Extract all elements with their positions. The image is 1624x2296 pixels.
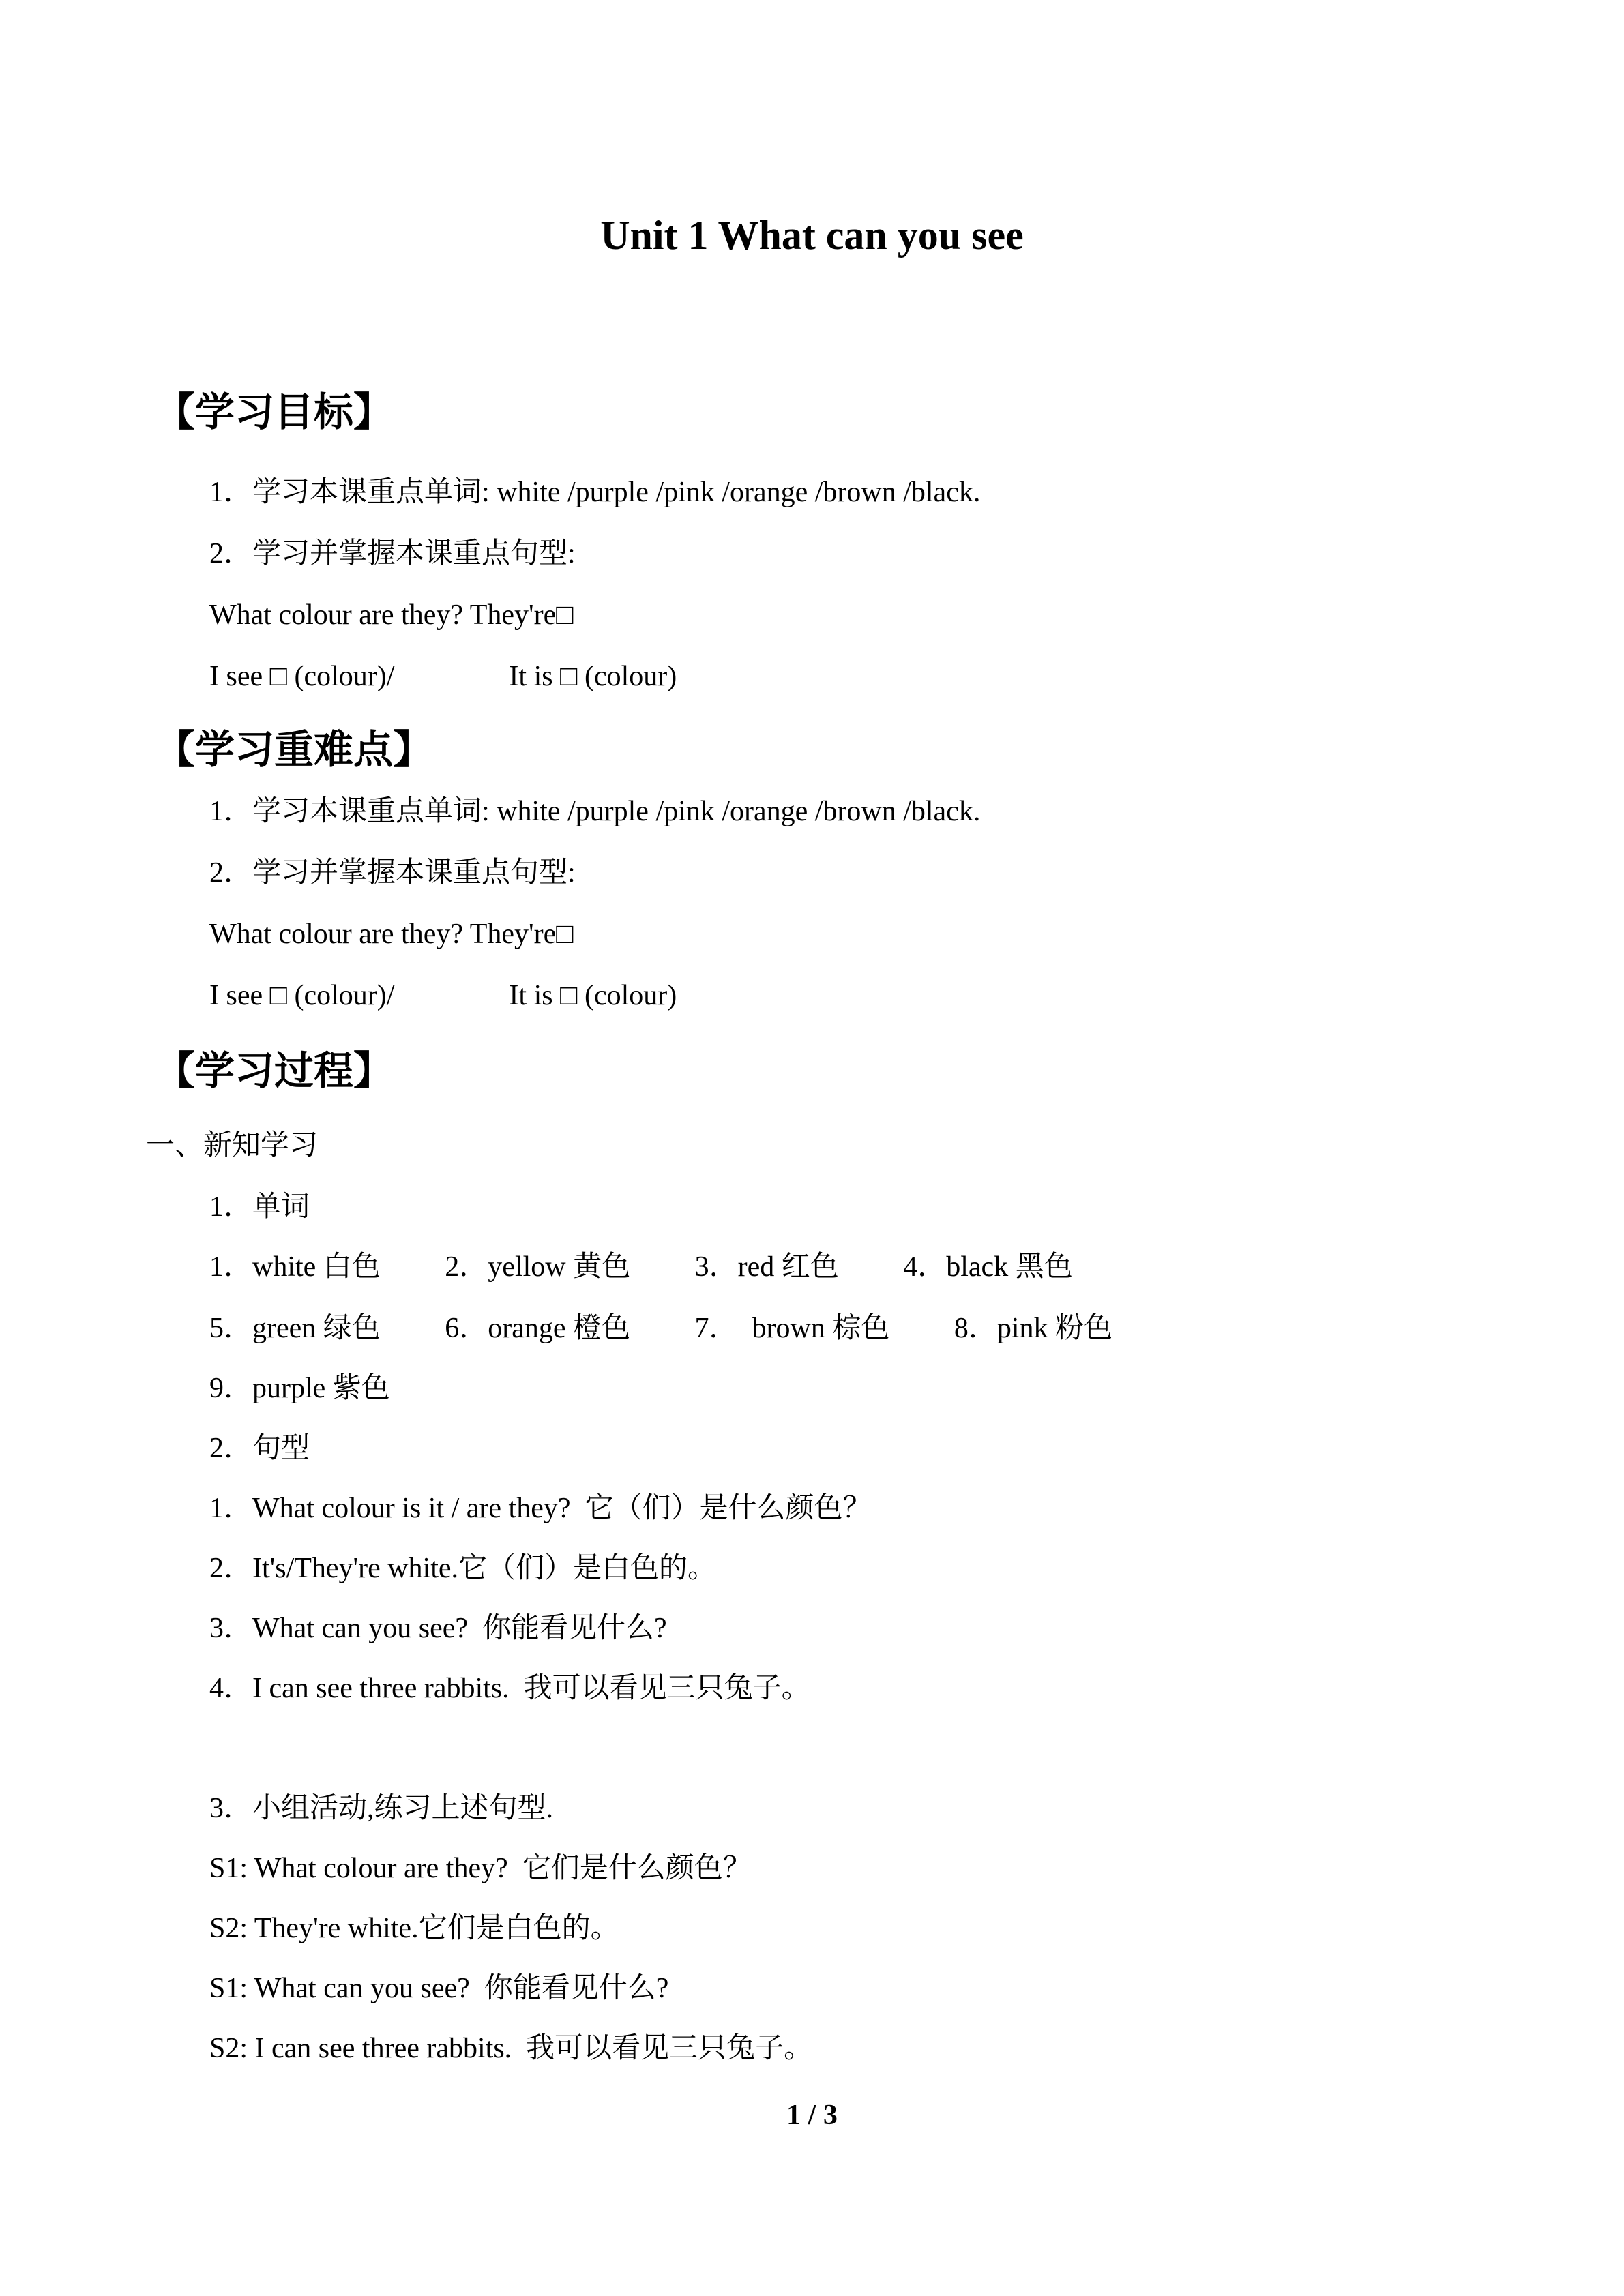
body-line: 2．学习并掌握本课重点句型: xyxy=(209,538,576,569)
body-line: S2: I can see three rabbits. 我可以看见三只兔子。 xyxy=(209,2033,813,2064)
body-line: What colour are they? They're□ xyxy=(209,919,574,950)
body-line: S1: What colour are they? 它们是什么颜色？ xyxy=(209,1853,752,1884)
body-line: 1．学习本课重点单词: white /purple /pink /orange /brown /black. xyxy=(209,477,981,508)
body-line: 4．I can see three rabbits. 我可以看见三只兔子。 xyxy=(209,1673,810,1704)
section-heading-process: 【学习过程】 xyxy=(156,1049,394,1093)
section-heading-key-points: 【学习重难点】 xyxy=(156,728,433,772)
body-line: S1: What can you see? 你能看见什么? xyxy=(209,1973,669,2004)
body-line: 9．purple 紫色 xyxy=(209,1373,390,1404)
body-line: S2: They're white.它们是白色的。 xyxy=(209,1913,619,1944)
body-line: 1．学习本课重点单词: white /purple /pink /orange /brown /black. xyxy=(209,796,981,827)
body-line: I see □ (colour)/ It is □ (colour) xyxy=(209,661,677,692)
body-line: 1．单词 xyxy=(209,1191,310,1223)
page-title: Unit 1 What can you see xyxy=(600,213,1024,258)
body-line: 一、新知学习 xyxy=(146,1130,319,1161)
section-heading-goals: 【学习目标】 xyxy=(156,390,394,434)
body-line: 2．It's/They're white.它（们）是白色的。 xyxy=(209,1553,717,1584)
body-line: 2．句型 xyxy=(209,1433,310,1464)
body-line: 3．小组活动,练习上述句型. xyxy=(209,1793,554,1824)
body-line: 3．What can you see? 你能看见什么? xyxy=(209,1613,667,1644)
body-line: I see □ (colour)/ It is □ (colour) xyxy=(209,980,677,1011)
body-line: What colour are they? They're□ xyxy=(209,599,574,631)
body-line: 5．green 绿色 6．orange 橙色 7． brown 棕色 8．pink 粉色 xyxy=(209,1313,1113,1344)
body-line: 1．What colour is it / are they? 它（们）是什么颜色？ xyxy=(209,1493,872,1524)
page-number: 1 / 3 xyxy=(786,2100,838,2131)
body-line: 2．学习并掌握本课重点句型: xyxy=(209,857,576,889)
body-line: 1．white 白色 2．yellow 黄色 3．red 红色 4．black 黑色 xyxy=(209,1251,1073,1283)
